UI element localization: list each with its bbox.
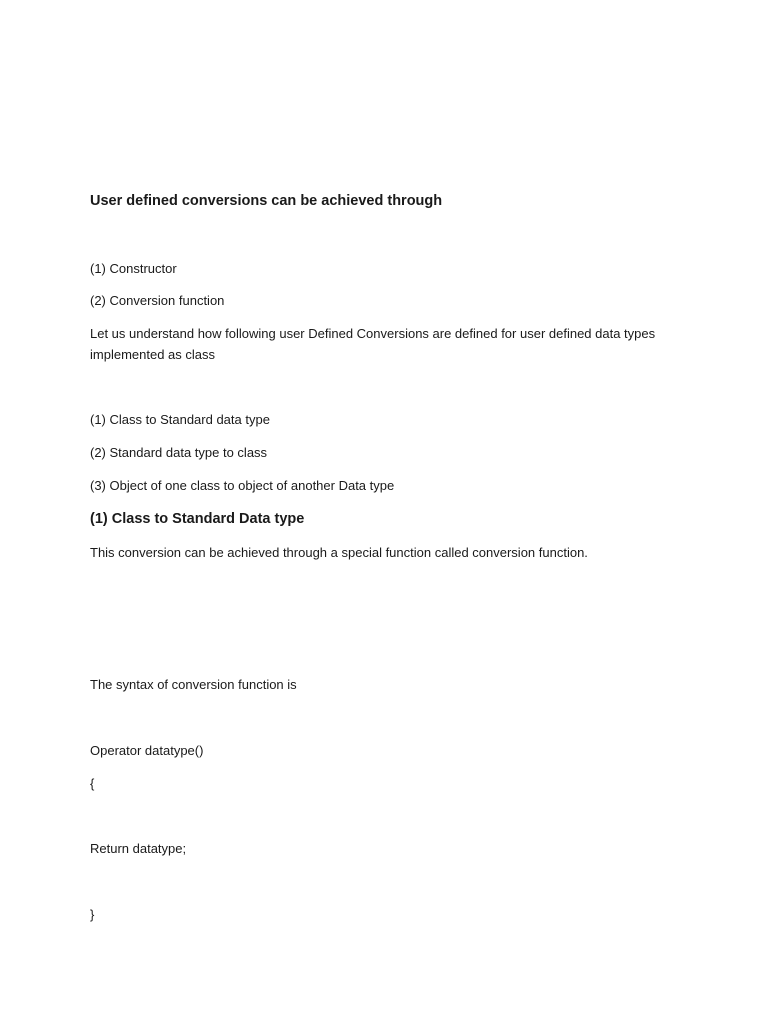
section-paragraph: This conversion can be achieved through a special function called conversion function. (90, 545, 588, 560)
method-item-constructor: (1) Constructor (90, 261, 177, 276)
intro-paragraph: Let us understand how following user Defined Conversions are defined for user defined data types implemented as class (90, 326, 656, 362)
conversion-type-item-3: (3) Object of one class to object of another Data type (90, 478, 395, 493)
code-open-brace: { (90, 776, 95, 791)
conversion-type-item-1: (1) Class to Standard data type (90, 412, 270, 427)
method-item-conversion-function: (2) Conversion function (90, 293, 225, 308)
section-heading: (1) Class to Standard Data type (90, 511, 305, 527)
conversion-type-item-2: (2) Standard data type to class (90, 445, 268, 460)
code-return-statement: Return datatype; (90, 841, 187, 856)
document-title: User defined conversions can be achieved through (90, 193, 443, 209)
code-signature: Operator datatype() (90, 743, 204, 758)
syntax-intro: The syntax of conversion function is (90, 677, 297, 692)
code-close-brace: } (90, 907, 95, 922)
